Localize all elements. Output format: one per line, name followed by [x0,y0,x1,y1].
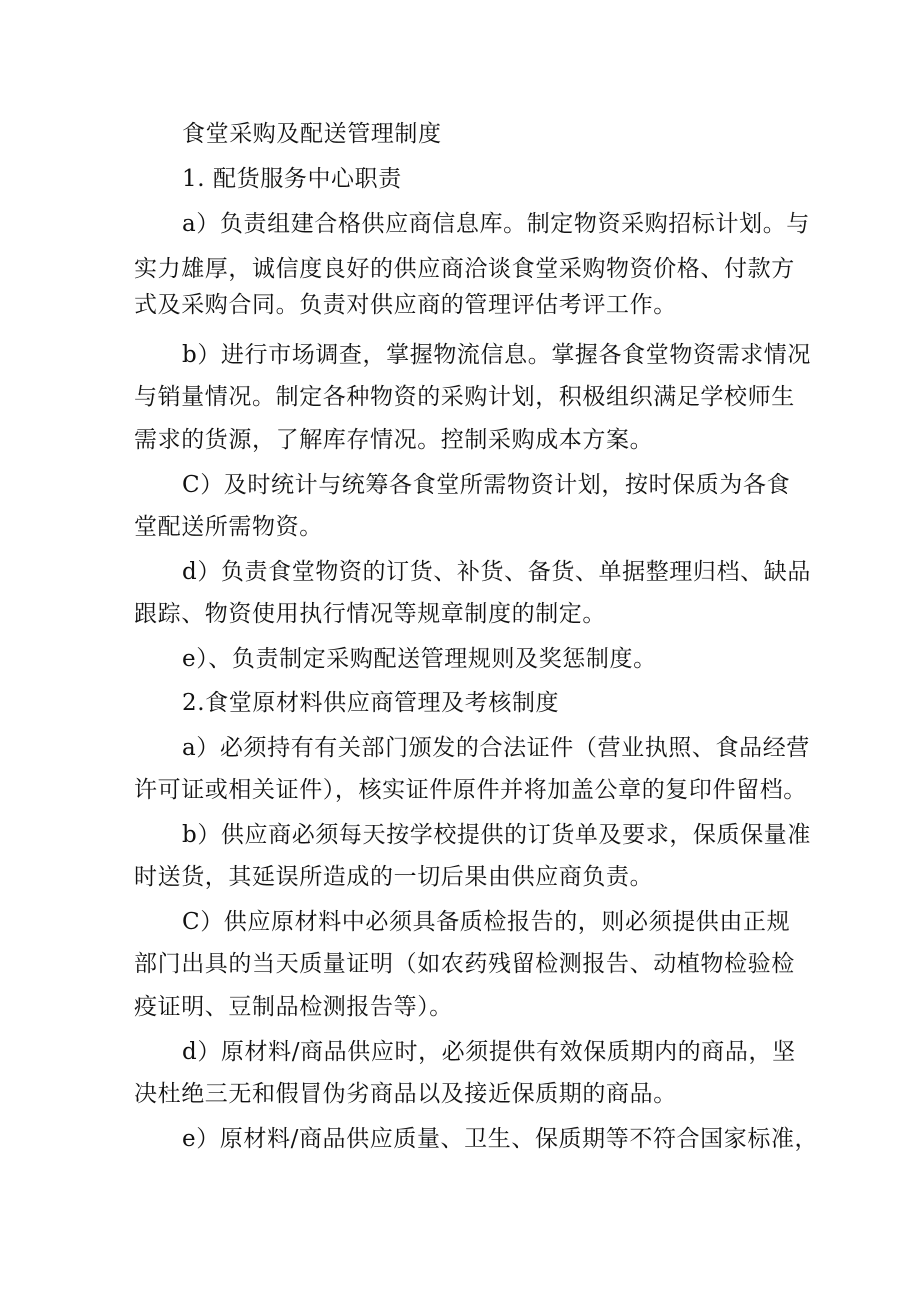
section-2-item-a-line-1: a）必须持有有关部门颁发的合法证件（营业执照、食品经营 [182,735,810,761]
section-2-item-e-line-1: e）原材料/商品供应质量、卫生、保质期等不符合国家标准， [182,1126,819,1152]
section-1-item-d-line-2: 跟踪、物资使用执行情况等规章制度的制定。 [134,601,606,627]
section-1-item-b-line-2: 与销量情况。制定各种物资的采购计划，积极组织满足学校师生 [134,384,795,410]
section-1-item-a-line-2: 实力雄厚，诚信度良好的供应商洽谈食堂采购物资价格、付款方 [134,256,795,282]
section-1-item-c-line-2: 堂配送所需物资。 [134,514,323,540]
section-2-item-c-line-2: 部门出具的当天质量证明（如农药残留检测报告、动植物检验检 [134,951,795,977]
section-2-item-b-line-2: 时送货，其延误所造成的一切后果由供应商负责。 [134,864,654,890]
section-1-item-a-line-1: a）负责组建合格供应商信息库。制定物资采购招标计划。与 [182,211,810,237]
section-1-item-e-line-1: e）、负责制定采购配送管理规则及奖惩制度。 [182,646,657,672]
section-2-item-d-line-2: 决杜绝三无和假冒伪劣商品以及接近保质期的商品。 [134,1081,677,1107]
document-title: 食堂采购及配送管理制度 [182,121,442,147]
section-2-item-c-line-1: C）供应原材料中必须具备质检报告的，则必须提供由正规 [182,909,791,935]
section-2-heading: 2.食堂原材料供应商管理及考核制度 [182,690,560,716]
section-1-heading: 1. 配货服务中心职责 [182,166,402,192]
section-2-item-c-line-3: 疫证明、豆制品检测报告等）。 [134,994,453,1020]
section-1-item-b-line-3: 需求的货源，了解库存情况。控制采购成本方案。 [134,427,654,453]
section-2-item-b-line-1: b）供应商必须每天按学校提供的订货单及要求，保质保量准 [182,822,811,848]
section-2-item-d-line-1: d）原材料/商品供应时，必须提供有效保质期内的商品，坚 [182,1039,796,1065]
section-1-item-b-line-1: b）进行市场调查，掌握物流信息。掌握各食堂物资需求情况 [182,342,811,368]
section-1-item-d-line-1: d）负责食堂物资的订货、补货、备货、单据整理归档、缺品 [182,559,811,585]
section-1-item-a-line-3: 式及采购合同。负责对供应商的管理评估考评工作。 [134,292,677,318]
section-2-item-a-line-2: 许可证或相关证件），核实证件原件并将加盖公章的复印件留档。 [134,777,807,803]
section-1-item-c-line-1: C）及时统计与统筹各食堂所需物资计划，按时保质为各食 [182,472,791,498]
